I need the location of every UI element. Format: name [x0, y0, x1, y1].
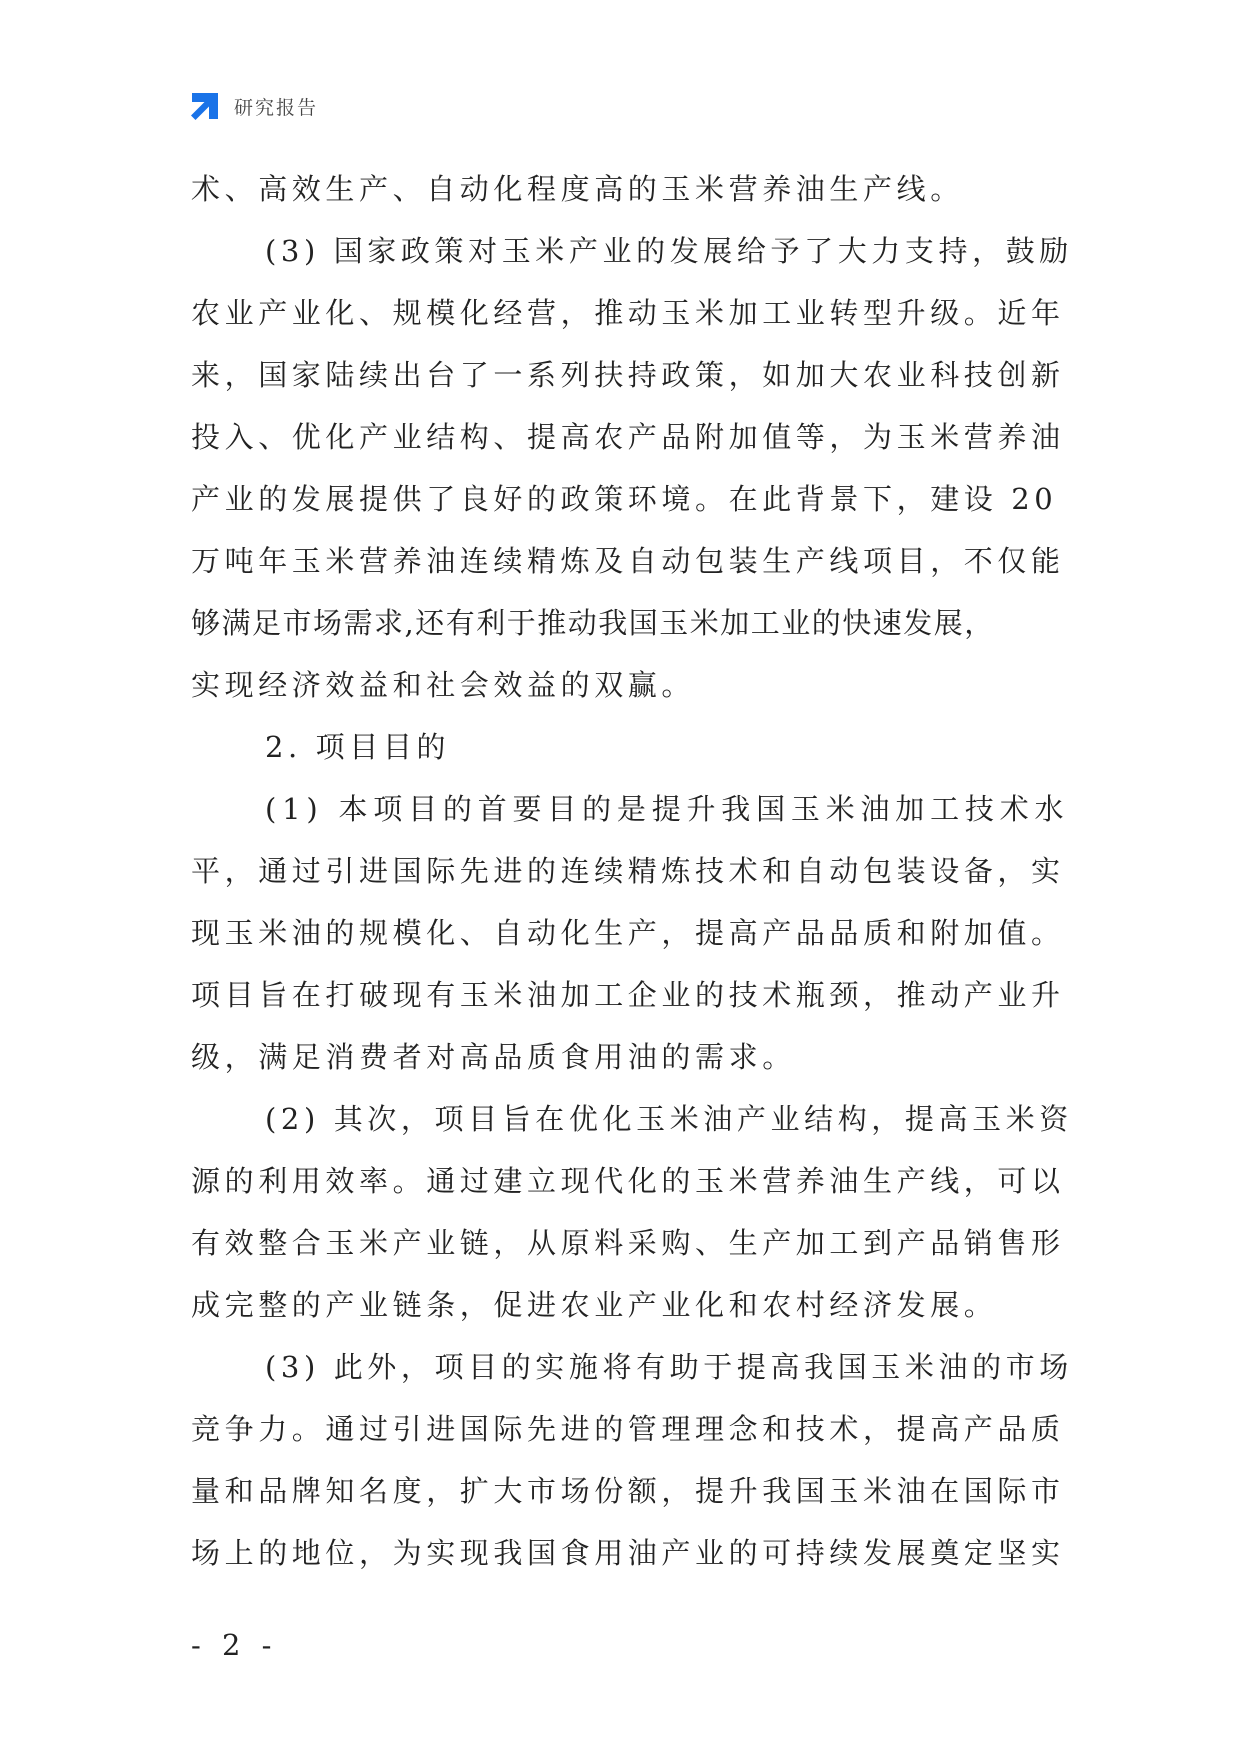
report-label: 研究报告 [234, 96, 319, 119]
section-heading: 2. 项目目的 [265, 730, 451, 764]
arrow-up-right-icon [188, 89, 222, 123]
paragraph-line: 产业的发展提供了良好的政策环境。在此背景下，建设 20 [191, 482, 1058, 516]
paragraph-line: 项目旨在打破现有玉米油加工企业的技术瓶颈，推动产业升 [191, 978, 1065, 1012]
paragraph-line: 成完整的产业链条，促进农业产业化和农村经济发展。 [191, 1288, 998, 1322]
document-body [191, 158, 1073, 1584]
paragraph-line: 来，国家陆续出台了一系列扶持政策，如加大农业科技创新 [191, 358, 1065, 392]
paragraph-line: (2) 其次，项目旨在优化玉米油产业结构，提高玉米资 [265, 1102, 1073, 1136]
paragraph-line: 农业产业化、规模化经营，推动玉米加工业转型升级。近年 [191, 296, 1065, 330]
paragraph-line: (3) 此外，项目的实施将有助于提高我国玉米油的市场 [265, 1350, 1073, 1384]
paragraph-line: (1) 本项目的首要目的是提升我国玉米油加工技术水 [265, 792, 1070, 826]
paragraph-line: 平，通过引进国际先进的连续精炼技术和自动包装设备，实 [191, 854, 1065, 888]
page-header [188, 88, 318, 124]
paragraph-line: 投入、优化产业结构、提高农产品附加值等，为玉米营养油 [191, 420, 1065, 454]
paragraph-line: (3) 国家政策对玉米产业的发展给予了大力支持，鼓励 [265, 234, 1073, 268]
paragraph-line: 量和品牌知名度，扩大市场份额，提升我国玉米油在国际市 [191, 1474, 1065, 1508]
paragraph-line: 级，满足消费者对高品质食用油的需求。 [191, 1040, 796, 1074]
paragraph-line: 场上的地位，为实现我国食用油产业的可持续发展奠定坚实 [191, 1536, 1065, 1570]
paragraph-line: 万吨年玉米营养油连续精炼及自动包装生产线项目，不仅能 [191, 544, 1065, 578]
paragraph-line: 源的利用效率。通过建立现代化的玉米营养油生产线，可以 [191, 1164, 1065, 1198]
paragraph-line: 有效整合玉米产业链，从原料采购、生产加工到产品销售形 [191, 1226, 1065, 1260]
paragraph-line: 术、高效生产、自动化程度高的玉米营养油生产线。 [191, 172, 964, 206]
paragraph-line: 够满足市场需求,还有利于推动我国玉米加工业的快速发展， [191, 606, 995, 640]
paragraph-line: 现玉米油的规模化、自动化生产，提高产品品质和附加值。 [191, 916, 1065, 950]
paragraph-line: 竞争力。通过引进国际先进的管理理念和技术，提高产品质 [191, 1412, 1065, 1446]
paragraph-line: 实现经济效益和社会效益的双赢。 [191, 668, 696, 702]
page-number: - 2 - [191, 1628, 278, 1662]
